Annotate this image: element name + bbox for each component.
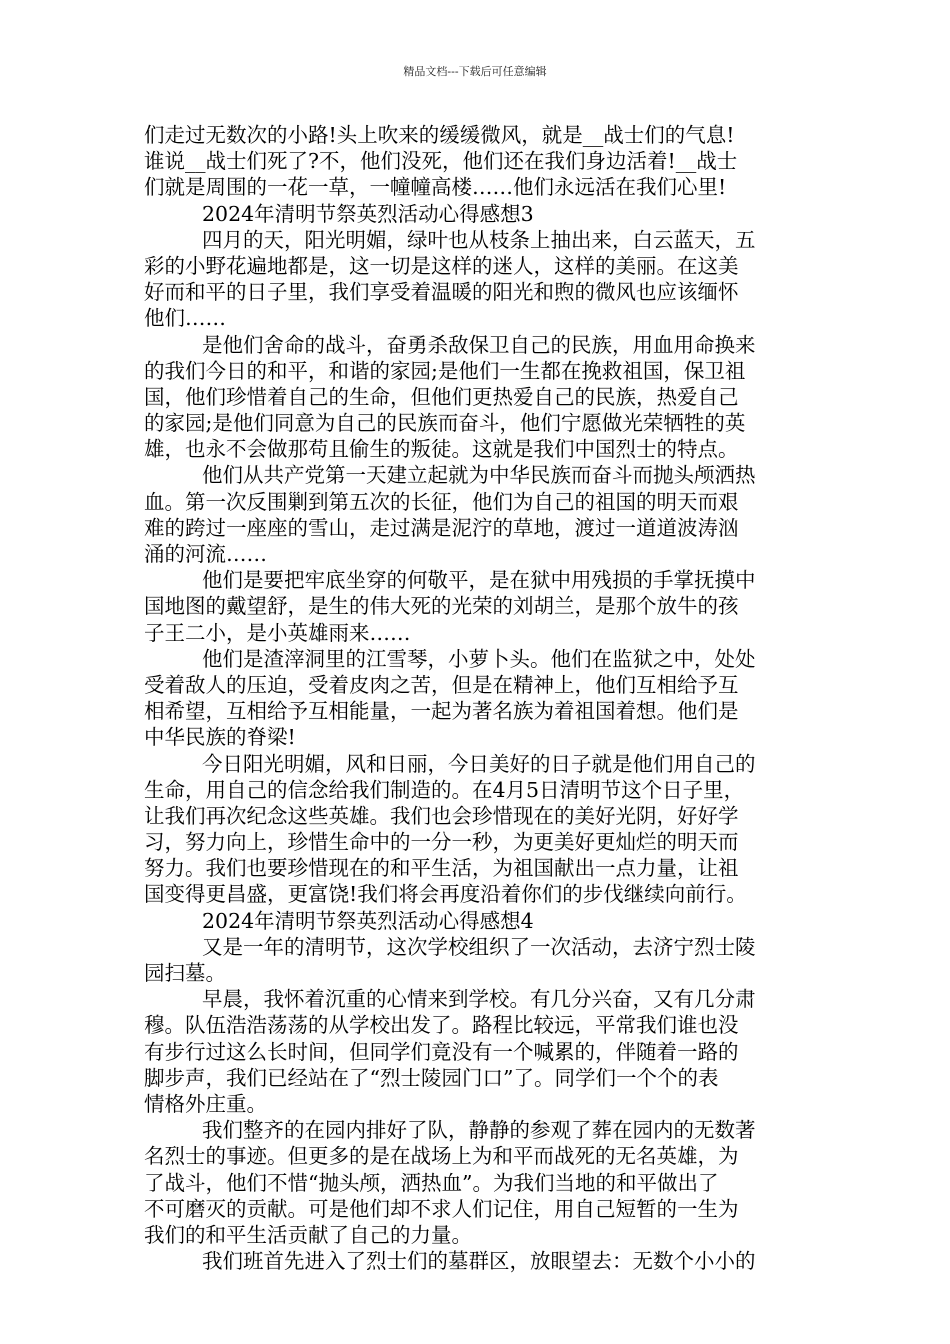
text-line: 国地图的戴望舒，是生的伟大死的光荣的刘胡兰，是那个放牛的孩 (144, 594, 739, 619)
text-line: 的家园;是他们同意为自己的民族而奋斗，他们宁愿做光荣牺牲的英 (144, 411, 746, 436)
text-line: 们就是周围的一花一草，一幢幢高楼……他们永远活在我们心里! (144, 175, 727, 200)
text-line: 早晨，我怀着沉重的心情来到学校。有几分兴奋，又有几分肃 (202, 987, 756, 1012)
text-line: 让我们再次纪念这些英雄。我们也会珍惜现在的美好光阴，好好学 (144, 803, 739, 828)
text-line: 他们是要把牢底坐穿的何敬平，是在狱中用残损的手掌抚摸中 (202, 568, 756, 593)
text-line: 我们班首先进入了烈士们的墓群区，放眼望去：无数个小小的 (202, 1249, 756, 1274)
text-line: 他们…… (144, 306, 226, 331)
text-line: 今日阳光明媚，风和日丽，今日美好的日子就是他们用自己的 (202, 751, 756, 776)
document-body (144, 122, 814, 1274)
text-line: 谁说__战士们死了?不，他们没死，他们还在我们身边活着!__战士 (144, 149, 738, 174)
text-line: 难的跨过一座座的雪山，走过满是泥泞的草地，渡过一道道波涛汹 (144, 515, 739, 540)
text-line: 是他们舍命的战斗，奋勇杀敌保卫自己的民族，用血用命换来 (202, 332, 756, 357)
text-line: 国变得更昌盛，更富饶!我们将会再度沿着你们的步伐继续向前行。 (144, 882, 747, 907)
text-line: 血。第一次反围剿到第五次的长征，他们为自己的祖国的明天而艰 (144, 489, 739, 514)
text-line: 子王二小，是小英雄雨来…… (144, 620, 411, 645)
text-line: 们走过无数次的小路!头上吹来的缓缓微风，就是__战士们的气息! (144, 123, 735, 147)
text-line: 彩的小野花遍地都是，这一切是这样的迷人，这样的美丽。在这美 (144, 253, 739, 278)
text-line: 相希望，互相给予互相能量，一起为著名族为着祖国着想。他们是 (144, 699, 739, 724)
text-line: 涌的河流…… (144, 542, 267, 566)
text-line: 2024年清明节祭英烈活动心得感想3 (202, 201, 534, 226)
text-line: 中华民族的脊梁! (144, 725, 296, 750)
text-line: 的我们今日的和平，和谐的家园;是他们一生都在挽救祖国，保卫祖 (144, 358, 746, 383)
text-line: 生命，用自己的信念给我们制造的。在4月5日清明节这个日子里， (144, 777, 745, 802)
text-line: 我们的和平生活贡献了自己的力量。 (144, 1222, 472, 1247)
text-line: 雄，也永不会做那苟且偷生的叛徒。这就是我们中国烈士的特点。 (144, 437, 739, 462)
text-line: 情格外庄重。 (144, 1091, 267, 1116)
text-line: 脚步声，我们已经站在了“烈士陵园门口”了。同学们一个个的表 (144, 1065, 719, 1090)
text-line: 又是一年的清明节，这次学校组织了一次活动，去济宁烈士陵 (202, 934, 756, 959)
text-line: 不可磨灭的贡献。可是他们却不求人们记住，用自己短暂的一生为 (144, 1196, 739, 1221)
text-line: 国，他们珍惜着自己的生命，但他们更热爱自己的民族，热爱自己 (144, 384, 739, 409)
text-line: 有步行过这么长时间，但同学们竟没有一个喊累的，伴随着一路的 (144, 1039, 739, 1064)
text-line: 名烈士的事迹。但更多的是在战场上为和平而战死的无名英雄，为 (144, 1144, 739, 1169)
text-line: 受着敌人的压迫，受着皮肉之苦，但是在精神上，他们互相给予互 (144, 672, 739, 697)
text-line: 我们整齐的在园内排好了队，静静的参观了葬在园内的无数著 (202, 1118, 756, 1143)
text-line: 了战斗，他们不惜“抛头颅，洒热血”。为我们当地的和平做出了 (144, 1170, 719, 1195)
text-line: 努力。我们也要珍惜现在的和平生活，为祖国献出一点力量，让祖 (144, 856, 739, 881)
text-line: 好而和平的日子里，我们享受着温暖的阳光和煦的微风也应该缅怀 (144, 280, 739, 305)
text-line: 穆。队伍浩浩荡荡的从学校出发了。路程比较远，平常我们谁也没 (144, 1013, 739, 1038)
text-line: 习，努力向上，珍惜生命中的一分一秒，为更美好更灿烂的明天而 (144, 830, 739, 855)
text-line: 四月的天，阳光明媚，绿叶也从枝条上抽出来，白云蓝天，五 (202, 227, 756, 252)
text-line: 园扫墓。 (144, 961, 226, 985)
text-line: 他们从共产党第一天建立起就为中华民族而奋斗而抛头颅洒热 (202, 463, 756, 488)
page-header: 精品文档---下载后可任意编辑 (403, 65, 547, 78)
text-line: 他们是渣滓洞里的江雪琴，小萝卜头。他们在监狱之中，处处 (202, 646, 756, 671)
text-line: 2024年清明节祭英烈活动心得感想4 (202, 908, 534, 933)
